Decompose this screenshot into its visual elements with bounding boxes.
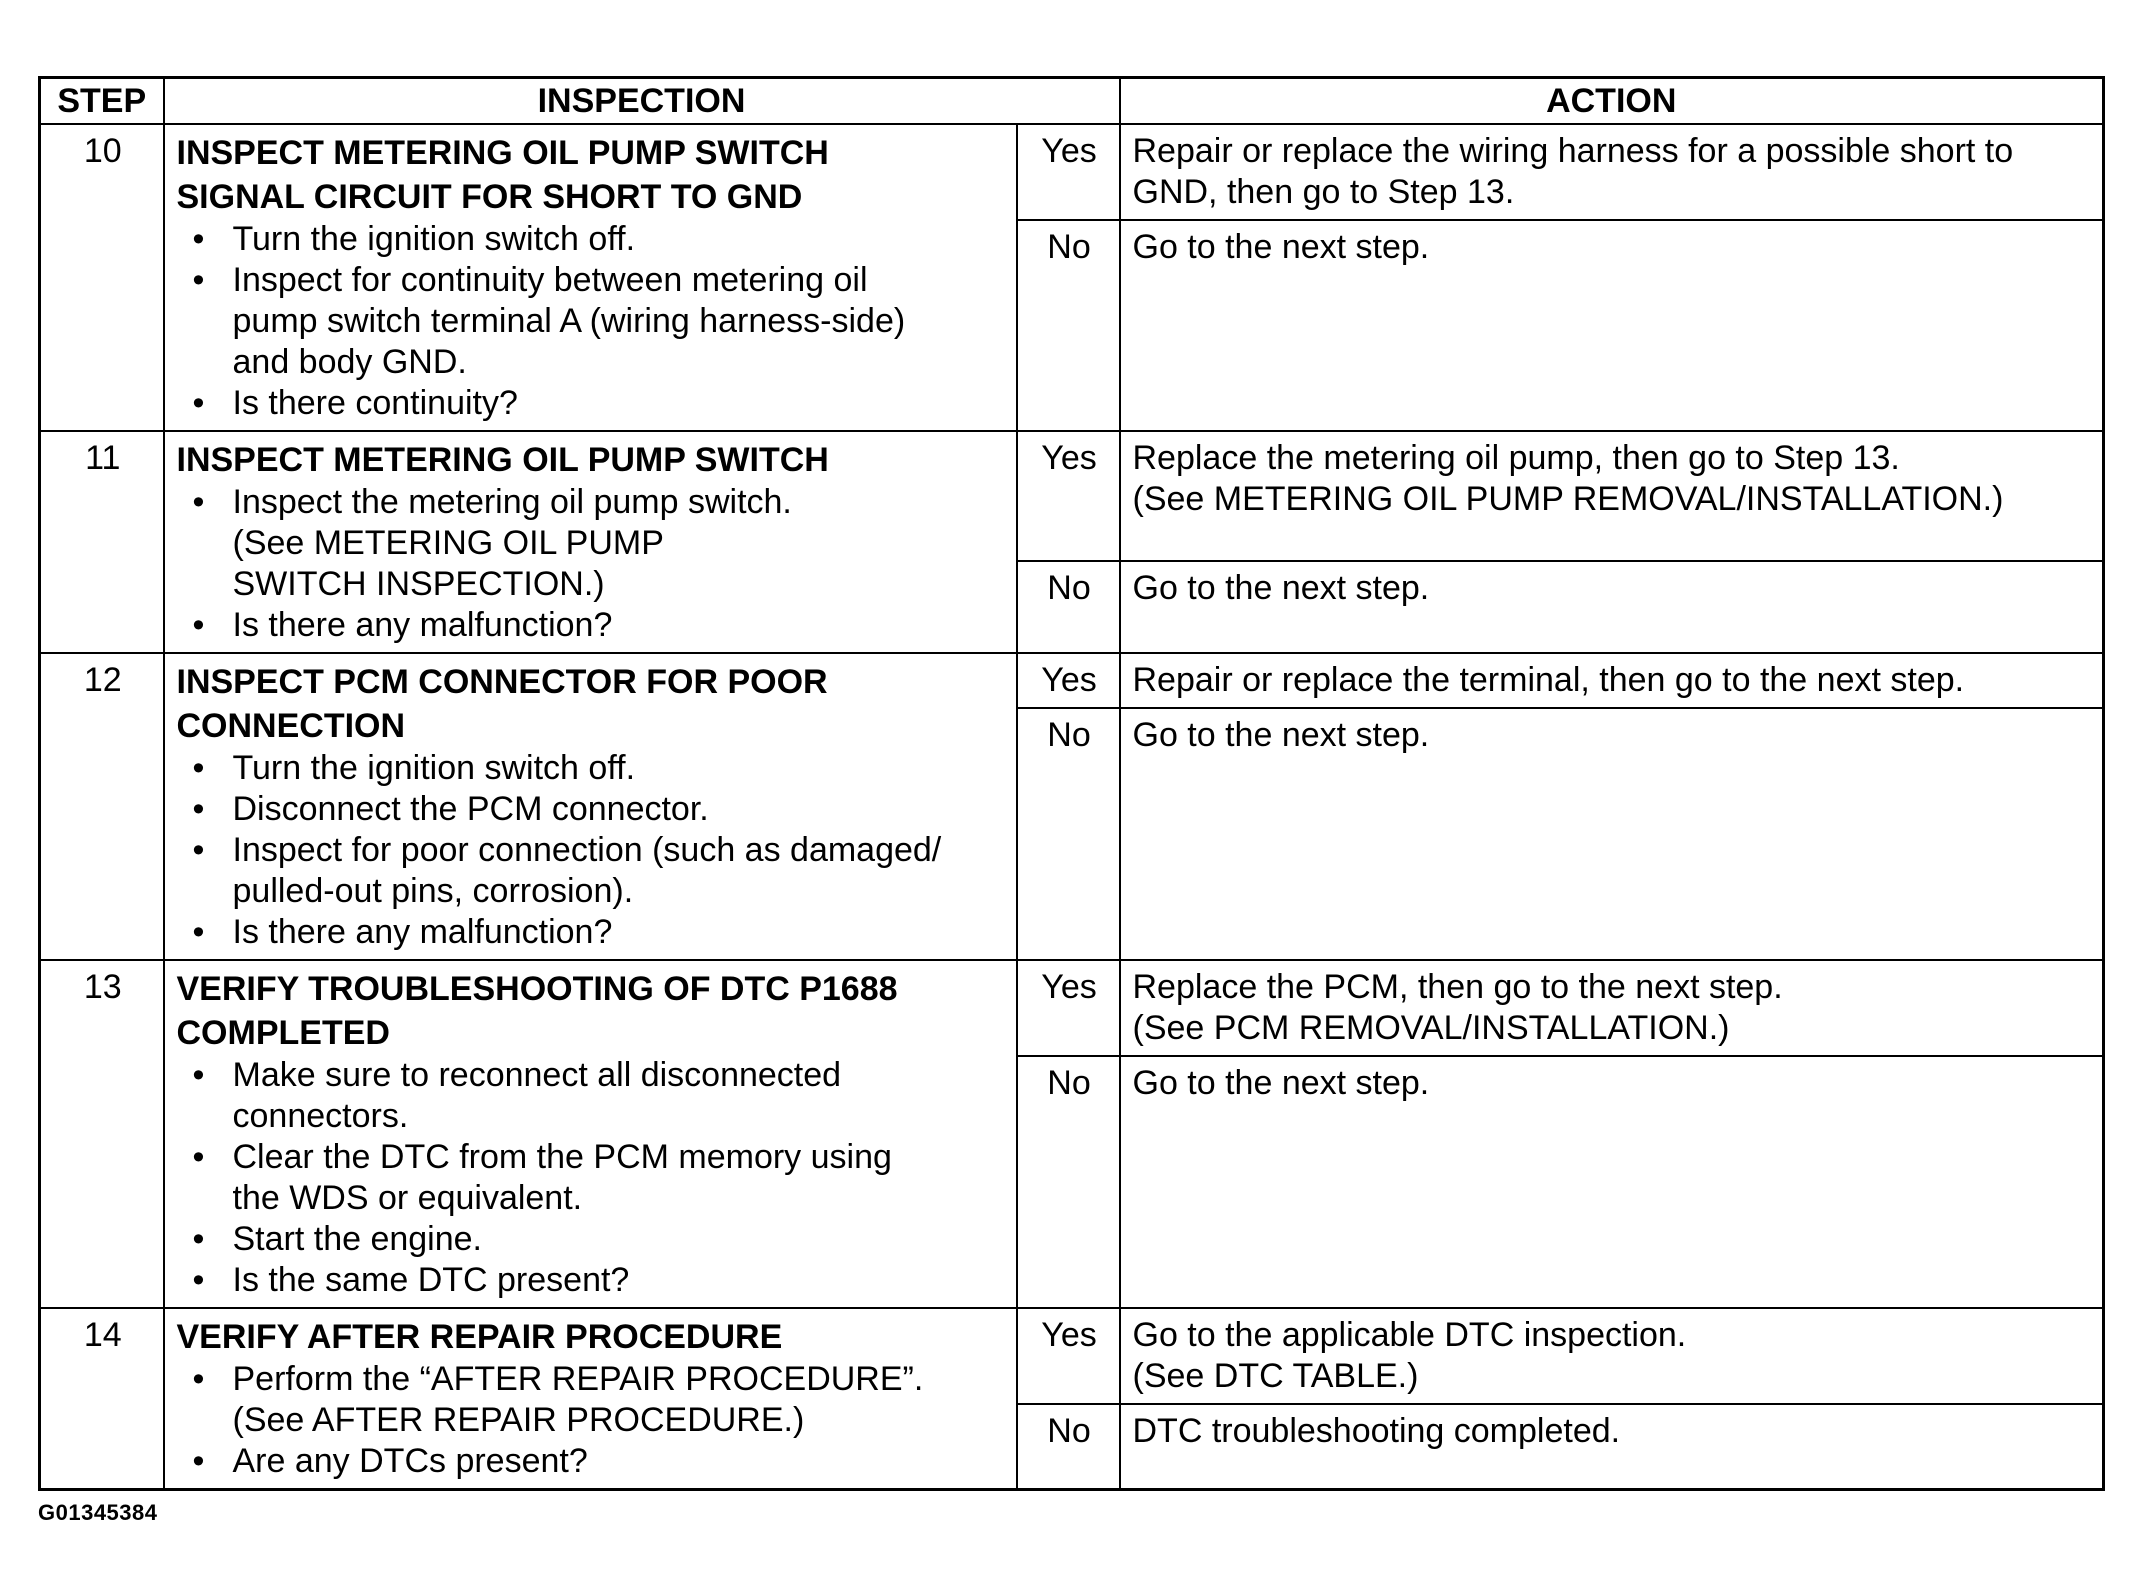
yes-label: Yes — [1017, 431, 1120, 561]
step-number: 12 — [40, 653, 164, 960]
inspection-title-line: VERIFY AFTER REPAIR PROCEDURE — [176, 1318, 783, 1356]
inspection-bullet — [177, 1260, 1006, 1301]
header-action: ACTION — [1120, 78, 2104, 125]
bullet-line: • Is there continuity? — [232, 384, 518, 422]
bullet-line: (See AFTER REPAIR PROCEDURE.) — [232, 1401, 805, 1439]
inspection-bullets — [177, 1359, 1006, 1482]
action-line: (See PCM REMOVAL/INSTALLATION.) — [1132, 1009, 1730, 1047]
action-line: Repair or replace the wiring harness for a possible short to — [1132, 132, 2014, 170]
action-line: Replace the metering oil pump, then go to Step 13. — [1132, 439, 1900, 477]
inspection-bullet — [177, 260, 1006, 383]
inspection-title-line: COMPLETED — [176, 1014, 390, 1052]
table-row — [40, 431, 2104, 561]
action-line: GND, then go to Step 13. — [1132, 173, 1515, 211]
bullet-line: • Inspect for continuity between metering oil — [232, 261, 868, 299]
no-label: No — [1017, 708, 1120, 960]
bullet-line: SWITCH INSPECTION.) — [232, 565, 605, 603]
inspection-title-line: VERIFY TROUBLESHOOTING OF DTC P1688 — [176, 970, 898, 1008]
inspection-bullet — [177, 482, 1006, 605]
bullet-line: and body GND. — [232, 343, 467, 381]
bullet-line: • Turn the ignition switch off. — [232, 749, 636, 787]
action-line: Go to the next step. — [1132, 1064, 1430, 1102]
yes-label: Yes — [1017, 653, 1120, 708]
bullet-line: • Inspect for poor connection (such as damaged/ — [232, 831, 942, 869]
no-label: No — [1017, 1404, 1120, 1490]
yes-action — [1120, 431, 2104, 561]
inspection-bullet — [177, 605, 1006, 646]
inspection-title-line: INSPECT PCM CONNECTOR FOR POOR — [176, 663, 828, 701]
no-label: No — [1017, 561, 1120, 653]
table-row — [40, 960, 2104, 1056]
no-label: No — [1017, 1056, 1120, 1308]
inspection-title-line: INSPECT METERING OIL PUMP SWITCH — [176, 134, 829, 172]
yes-action — [1120, 124, 2104, 220]
inspection-cell — [164, 431, 1017, 653]
inspection-bullet — [177, 383, 1006, 424]
inspection-bullet — [177, 1055, 1006, 1137]
yes-label: Yes — [1017, 124, 1120, 220]
step-number: 13 — [40, 960, 164, 1308]
step-number: 10 — [40, 124, 164, 431]
inspection-title — [177, 1315, 1006, 1359]
step-number: 11 — [40, 431, 164, 653]
no-action — [1120, 708, 2104, 960]
inspection-bullet — [177, 789, 1006, 830]
inspection-bullets — [177, 748, 1006, 953]
table-body — [40, 124, 2104, 1490]
table-row — [40, 124, 2104, 220]
inspection-title — [177, 131, 1006, 219]
bullet-line: • Inspect the metering oil pump switch. — [232, 483, 792, 521]
yes-action — [1120, 653, 2104, 708]
bullet-line: • Perform the “AFTER REPAIR PROCEDURE”. — [232, 1360, 924, 1398]
action-line: DTC troubleshooting completed. — [1132, 1412, 1621, 1450]
no-label: No — [1017, 220, 1120, 431]
action-line: Go to the next step. — [1132, 716, 1430, 754]
bullet-line: • Are any DTCs present? — [232, 1442, 588, 1480]
bullet-line: • Start the engine. — [232, 1220, 483, 1258]
inspection-title-line: INSPECT METERING OIL PUMP SWITCH — [176, 441, 829, 479]
inspection-bullet — [177, 748, 1006, 789]
bullet-line: pump switch terminal A (wiring harness-side) — [232, 302, 906, 340]
bullet-line: • Disconnect the PCM connector. — [232, 790, 709, 828]
inspection-cell — [164, 653, 1017, 960]
action-line: Go to the applicable DTC inspection. — [1132, 1316, 1687, 1354]
bullet-line: the WDS or equivalent. — [232, 1179, 583, 1217]
inspection-title — [177, 438, 1006, 482]
action-line: (See DTC TABLE.) — [1132, 1357, 1419, 1395]
header-inspection: INSPECTION — [164, 78, 1120, 125]
inspection-cell — [164, 124, 1017, 431]
no-action — [1120, 1056, 2104, 1308]
header-row — [40, 78, 2104, 125]
figure-id: G01345384 — [38, 1500, 158, 1525]
yes-label: Yes — [1017, 960, 1120, 1056]
action-line: Repair or replace the terminal, then go to the next step. — [1132, 661, 1965, 699]
no-action — [1120, 561, 2104, 653]
inspection-title-line: SIGNAL CIRCUIT FOR SHORT TO GND — [176, 178, 803, 216]
inspection-cell — [164, 1308, 1017, 1490]
inspection-bullets — [177, 219, 1006, 424]
inspection-bullet — [177, 219, 1006, 260]
inspection-bullets — [177, 482, 1006, 646]
yes-action — [1120, 960, 2104, 1056]
inspection-bullet — [177, 912, 1006, 953]
bullet-line: • Is there any malfunction? — [232, 606, 613, 644]
bullet-line: • Is the same DTC present? — [232, 1261, 630, 1299]
yes-action — [1120, 1308, 2104, 1404]
table-row — [40, 1308, 2104, 1404]
troubleshooting-table — [38, 76, 2105, 1491]
yes-label: Yes — [1017, 1308, 1120, 1404]
action-line: Replace the PCM, then go to the next step. — [1132, 968, 1783, 1006]
header-step: STEP — [40, 78, 164, 125]
inspection-bullet — [177, 1441, 1006, 1482]
bullet-line: (See METERING OIL PUMP — [232, 524, 664, 562]
inspection-bullet — [177, 1137, 1006, 1219]
bullet-line: • Turn the ignition switch off. — [232, 220, 636, 258]
inspection-bullet — [177, 1359, 1006, 1441]
inspection-title — [177, 660, 1006, 748]
inspection-bullet — [177, 1219, 1006, 1260]
inspection-title — [177, 967, 1006, 1055]
inspection-title-line: CONNECTION — [176, 707, 406, 745]
action-line: Go to the next step. — [1132, 228, 1430, 266]
inspection-bullet — [177, 830, 1006, 912]
inspection-cell — [164, 960, 1017, 1308]
table-row — [40, 653, 2104, 708]
no-action — [1120, 1404, 2104, 1490]
action-line: (See METERING OIL PUMP REMOVAL/INSTALLATION.) — [1132, 480, 2004, 518]
no-action — [1120, 220, 2104, 431]
inspection-bullets — [177, 1055, 1006, 1301]
bullet-line: pulled-out pins, corrosion). — [232, 872, 634, 910]
bullet-line: • Make sure to reconnect all disconnected — [232, 1056, 842, 1094]
bullet-line: • Is there any malfunction? — [232, 913, 613, 951]
bullet-line: connectors. — [232, 1097, 409, 1135]
action-line: Go to the next step. — [1132, 569, 1430, 607]
bullet-line: • Clear the DTC from the PCM memory using — [232, 1138, 892, 1176]
step-number: 14 — [40, 1308, 164, 1490]
